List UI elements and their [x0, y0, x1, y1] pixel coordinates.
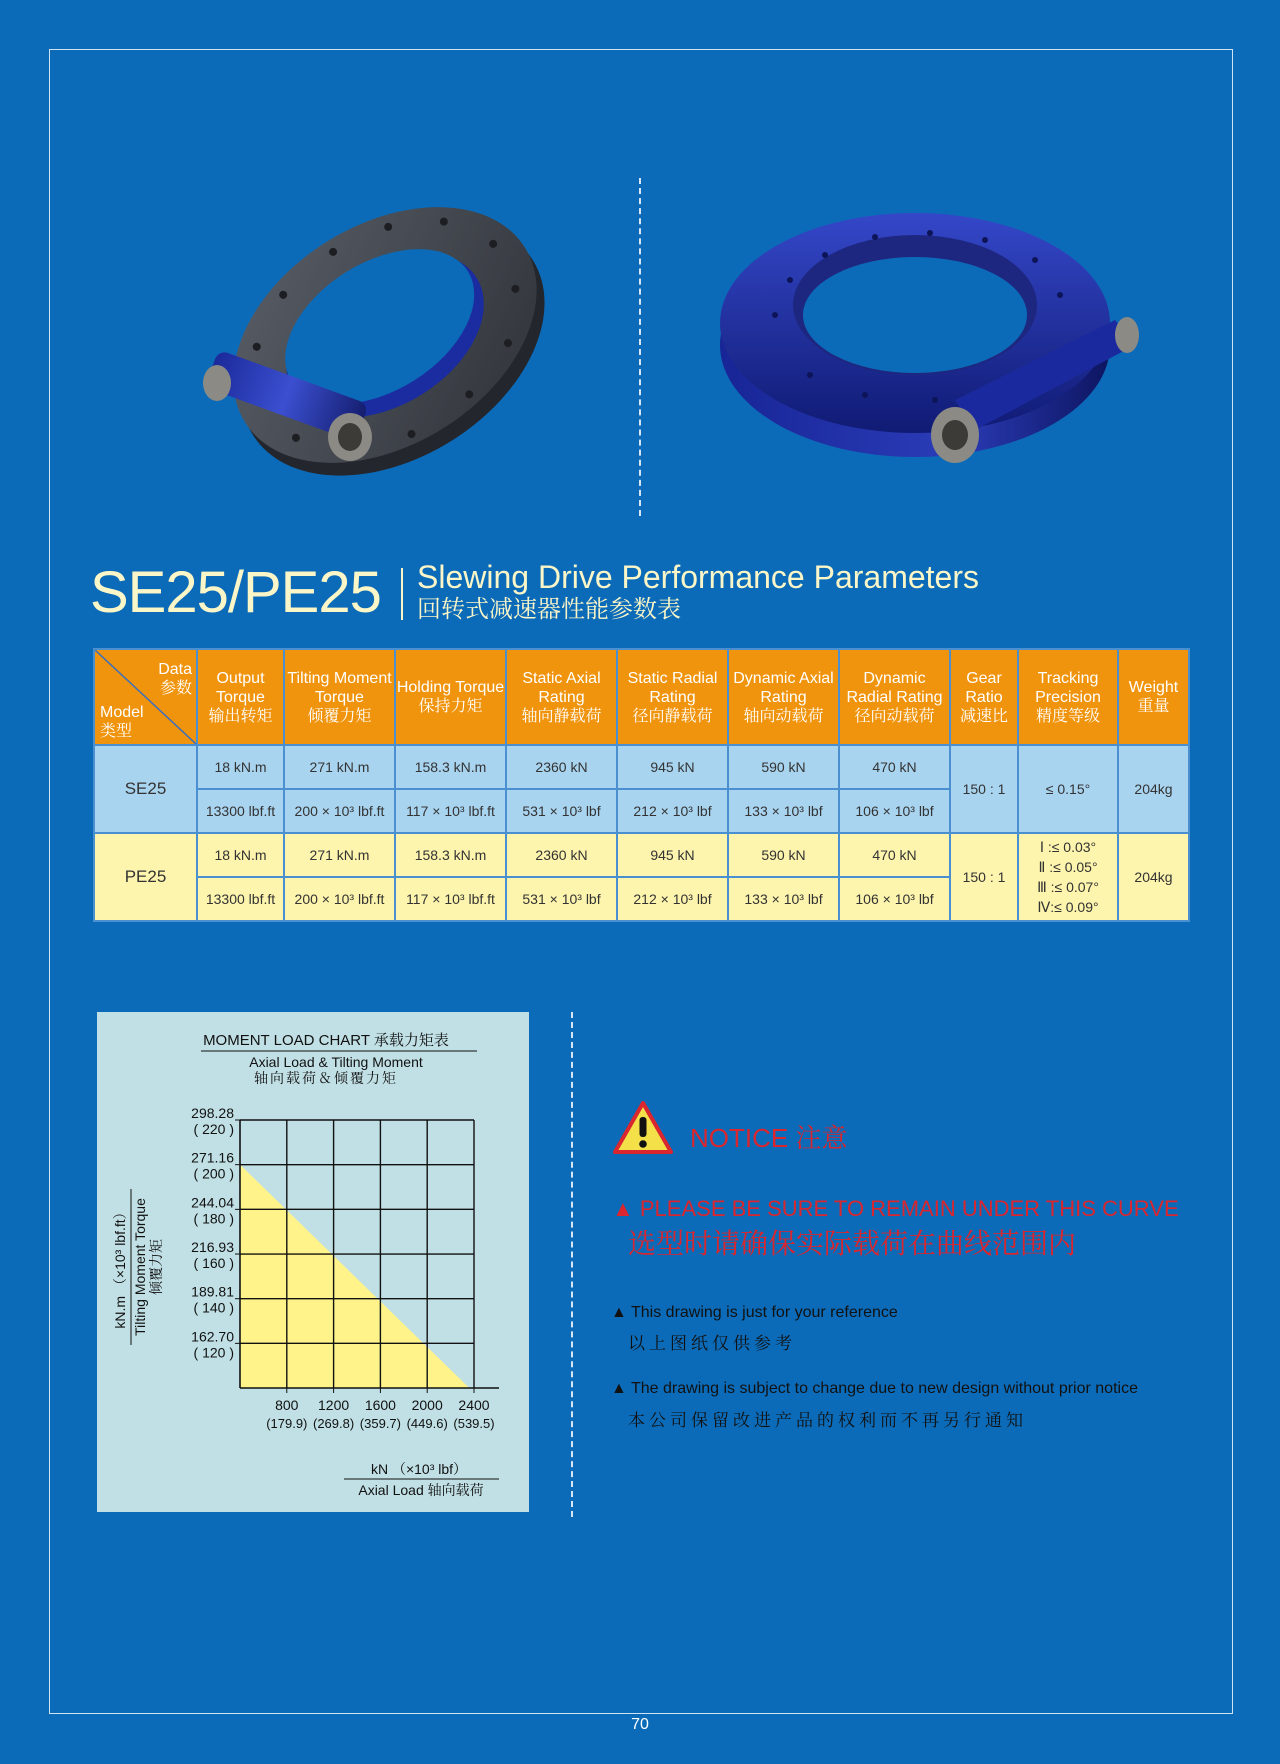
table-cell: 271 kN.m: [284, 745, 395, 789]
table-cell: 13300 lbf.ft: [197, 877, 284, 921]
table-cell: 117 × 10³ lbf.ft: [395, 877, 506, 921]
table-cell: 117 × 10³ lbf.ft: [395, 789, 506, 833]
corner-model-zh: 类型: [100, 723, 133, 740]
page-number: 70: [631, 1716, 649, 1733]
corner-header: [94, 649, 197, 745]
y-tick-sublabel: ( 120 ): [193, 1344, 234, 1361]
table-cell: 133 × 10³ lbf: [728, 789, 839, 833]
precision-grade: Ⅰ :≤ 0.03°: [1039, 839, 1097, 855]
table-cell: 2360 kN: [506, 745, 617, 789]
x-tick-label: 1600: [364, 1397, 396, 1413]
table-cell: 271 kN.m: [284, 833, 395, 877]
header-static-axial: Static Axial Rating 轴向静载荷: [506, 649, 617, 745]
notice-title: NOTICE 注意: [690, 1123, 848, 1153]
table-cell: 158.3 kN.m: [395, 745, 506, 789]
chart-title: MOMENT LOAD CHART 承载力矩表: [203, 1032, 449, 1049]
table-cell: 158.3 kN.m: [395, 833, 506, 877]
header-dynamic-radial: Dynamic Radial Rating 径向动载荷: [839, 649, 950, 745]
table-cell: 106 × 10³ lbf: [839, 877, 950, 921]
x-tick-sublabel: (359.7): [359, 1416, 402, 1431]
x-tick-label: 1200: [318, 1397, 350, 1413]
model-cell: PE25: [94, 833, 197, 921]
table-row-se25-metric: [94, 745, 1189, 789]
y-axis-label-zh: 倾覆力矩: [148, 1239, 164, 1295]
parameters-table: [93, 648, 1190, 922]
title-en: Slewing Drive Performance Parameters: [417, 559, 979, 595]
slewing-drive-image-pe25: [715, 195, 1155, 495]
image-divider: [639, 178, 641, 516]
x-tick-sublabel: (269.8): [312, 1416, 355, 1431]
corner-data-zh: 参数: [159, 680, 192, 697]
table-cell: 212 × 10³ lbf: [617, 877, 728, 921]
precision-cell: [1018, 833, 1118, 921]
y-tick-label: 216.93: [191, 1239, 234, 1256]
x-tick-sublabel: (179.9): [266, 1416, 308, 1431]
header-output-torque: Output Torque 输出转矩: [197, 649, 284, 745]
y-tick-label: 298.28: [191, 1105, 234, 1121]
corner-model-en: Model: [100, 704, 144, 721]
table-cell: 945 kN: [617, 833, 728, 877]
table-cell: 531 × 10³ lbf: [506, 877, 617, 921]
corner-data-en: Data: [158, 661, 192, 678]
table-cell: 2360 kN: [506, 833, 617, 877]
chart-subtitle-en: Axial Load & Tilting Moment: [249, 1054, 423, 1070]
header-weight: Weight 重量: [1118, 649, 1189, 745]
table-cell: 212 × 10³ lbf: [617, 789, 728, 833]
table-cell: 18 kN.m: [197, 833, 284, 877]
load-area: [240, 1165, 469, 1388]
weight-cell: 204kg: [1118, 833, 1189, 921]
weight-cell: 204kg: [1118, 745, 1189, 833]
note-reference-zh: 以上图纸仅供参考: [628, 1334, 796, 1353]
header-dynamic-axial: Dynamic Axial Rating 轴向动载荷: [728, 649, 839, 745]
header-tracking-precision: Tracking Precision 精度等级: [1018, 649, 1118, 745]
header-static-radial: Static Radial Rating 径向静载荷: [617, 649, 728, 745]
precision-cell: ≤ 0.15°: [1018, 745, 1118, 833]
table-cell: 200 × 10³ lbf.ft: [284, 877, 395, 921]
note-change-zh: 本公司保留改进产品的权利而不再另行通知: [628, 1411, 1027, 1430]
y-tick-sublabel: ( 180 ): [193, 1210, 234, 1227]
note-reference-en: ▲ This drawing is just for your reference: [611, 1304, 898, 1321]
header-holding-torque: Holding Torque 保持力矩: [395, 649, 506, 745]
header-tilting-moment: Tilting Moment Torque 倾覆力矩: [284, 649, 395, 745]
notice-warning-en: ▲ PLEASE BE SURE TO REMAIN UNDER THIS CURVE: [612, 1196, 1179, 1221]
slewing-drive-image-se25: [185, 175, 575, 505]
table-cell: 590 kN: [728, 833, 839, 877]
precision-grade: Ⅳ:≤ 0.09°: [1037, 899, 1099, 915]
y-tick-sublabel: ( 160 ): [193, 1255, 234, 1272]
table-cell: 945 kN: [617, 745, 728, 789]
gear-ratio-cell: 150 : 1: [950, 745, 1018, 833]
y-tick-label: 271.16: [191, 1149, 234, 1166]
table-cell: 13300 lbf.ft: [197, 789, 284, 833]
x-axis-unit: kN （×10³ lbf）: [370, 1461, 468, 1477]
gear-ratio-cell: 150 : 1: [950, 833, 1018, 921]
notice-warning-zh: 选型时请确保实际载荷在曲线范围内: [628, 1228, 1077, 1259]
table-row-pe25-metric: [94, 833, 1189, 877]
y-axis-label-en: Tilting Moment Torque: [132, 1198, 148, 1336]
table-cell: 470 kN: [839, 833, 950, 877]
header-gear-ratio: Gear Ratio 减速比: [950, 649, 1018, 745]
table-cell: 18 kN.m: [197, 745, 284, 789]
table-cell: 590 kN: [728, 745, 839, 789]
title-separator: [401, 568, 403, 620]
precision-grade: Ⅱ :≤ 0.05°: [1038, 859, 1098, 875]
y-axis-unit: kN.m （×10³ lbf.ft）: [112, 1205, 128, 1329]
title-zh: 回转式减速器性能参数表: [417, 596, 681, 623]
note-change-en: ▲ The drawing is subject to change due to new design without prior notice: [611, 1380, 1138, 1397]
chart-subtitle-zh: 轴向载荷＆倾覆力矩: [254, 1070, 398, 1086]
table-cell: 133 × 10³ lbf: [728, 877, 839, 921]
model-cell: SE25: [94, 745, 197, 833]
y-tick-label: 244.04: [191, 1194, 234, 1211]
model-title: SE25/PE25: [90, 560, 381, 625]
y-tick-label: 189.81: [191, 1283, 234, 1300]
table-cell: 106 × 10³ lbf: [839, 789, 950, 833]
x-tick-label: 2400: [458, 1397, 490, 1413]
warning-icon: [612, 1100, 674, 1156]
table-cell: 531 × 10³ lbf: [506, 789, 617, 833]
x-tick-label: 800: [275, 1397, 299, 1413]
section-divider: [571, 1012, 573, 1517]
table-cell: 470 kN: [839, 745, 950, 789]
x-axis-label: Axial Load 轴向载荷: [358, 1482, 484, 1498]
x-tick-label: 2000: [411, 1397, 443, 1413]
x-tick-sublabel: (449.6): [406, 1416, 448, 1431]
x-tick-sublabel: (539.5): [453, 1416, 495, 1431]
table-cell: 200 × 10³ lbf.ft: [284, 789, 395, 833]
y-tick-sublabel: ( 200 ): [193, 1165, 234, 1182]
y-tick-sublabel: ( 220 ): [193, 1121, 234, 1137]
precision-grade: Ⅲ :≤ 0.07°: [1037, 879, 1099, 895]
y-tick-label: 162.70: [191, 1328, 234, 1345]
y-tick-sublabel: ( 140 ): [193, 1299, 234, 1316]
moment-load-chart: [97, 1012, 529, 1512]
